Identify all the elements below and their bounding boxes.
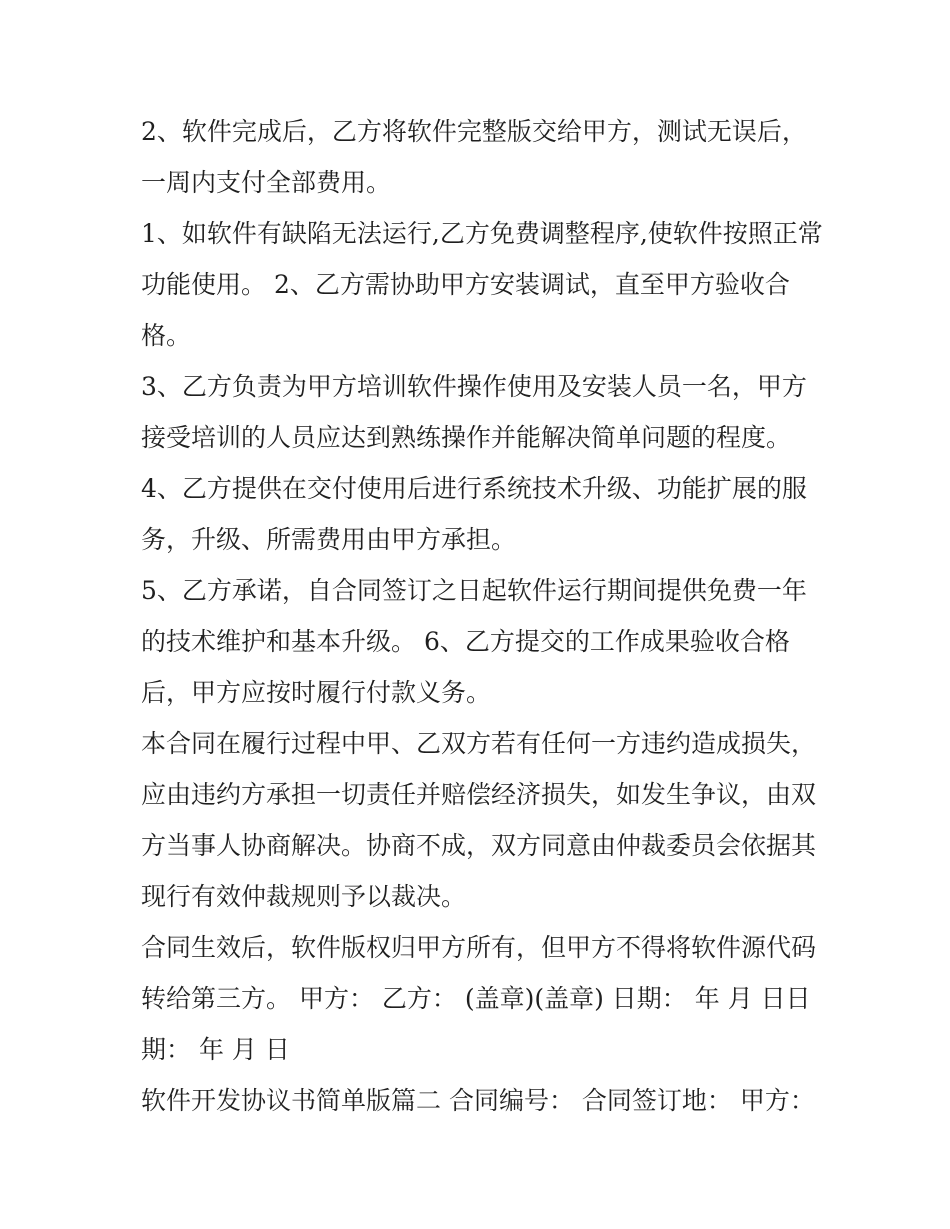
text-line: 4、乙方提供在交付使用后进行系统技术升级、功能扩展的服 xyxy=(141,474,807,503)
clause-training xyxy=(141,361,821,463)
text-line: 2、软件完成后，乙方将软件完整版交给甲方，测试无误后， xyxy=(141,117,807,146)
document-body xyxy=(141,106,821,1126)
text-line: 方当事人协商解决。协商不成，双方同意由仲裁委员会依据其 xyxy=(141,831,817,860)
text-line: 后，甲方应按时履行付款义务。 xyxy=(141,678,492,707)
text-line: 的技术维护和基本升级。 6、乙方提交的工作成果验收合格 xyxy=(141,627,790,656)
text-line: 接受培训的人员应达到熟练操作并能解决简单问题的程度。 xyxy=(141,423,792,452)
clause-breach-dispute xyxy=(141,718,821,922)
text-line: 格。 xyxy=(141,321,192,350)
text-line: 一周内支付全部费用。 xyxy=(141,168,392,197)
text-line: 合同生效后，软件版权归甲方所有，但甲方不得将软件源代码 xyxy=(141,933,817,962)
clause-copyright-signature xyxy=(141,922,821,1075)
text-line: 务，升级、所需费用由甲方承担。 xyxy=(141,525,517,554)
text-line: 本合同在履行过程中甲、乙双方若有任何一方违约造成损失， xyxy=(141,729,817,758)
text-line: 软件开发协议书简单版篇二 合同编号： 合同签订地： 甲方： xyxy=(141,1086,815,1115)
text-line: 功能使用。 2、乙方需协助甲方安装调试，直至甲方验收合 xyxy=(141,270,790,299)
text-line: 应由违约方承担一切责任并赔偿经济损失，如发生争议，由双 xyxy=(141,780,817,809)
clause-upgrade-service xyxy=(141,463,821,565)
text-line: 5、乙方承诺，自合同签订之日起软件运行期间提供免费一年 xyxy=(141,576,807,605)
text-line: 期： 年 月 日 xyxy=(141,1035,290,1064)
clause-defect-fix xyxy=(141,208,821,361)
clause-maintenance xyxy=(141,565,821,718)
contract-two-header xyxy=(141,1075,821,1126)
clause-payment xyxy=(141,106,821,208)
text-line: 转给第三方。 甲方： 乙方： (盖章)(盖章) 日期： 年 月 日日 xyxy=(141,984,811,1013)
text-line: 现行有效仲裁规则予以裁决。 xyxy=(141,882,467,911)
text-line: 1、如软件有缺陷无法运行,乙方免费调整程序,使软件按照正常 xyxy=(141,219,823,248)
text-line: 3、乙方负责为甲方培训软件操作使用及安装人员一名，甲方 xyxy=(141,372,807,401)
